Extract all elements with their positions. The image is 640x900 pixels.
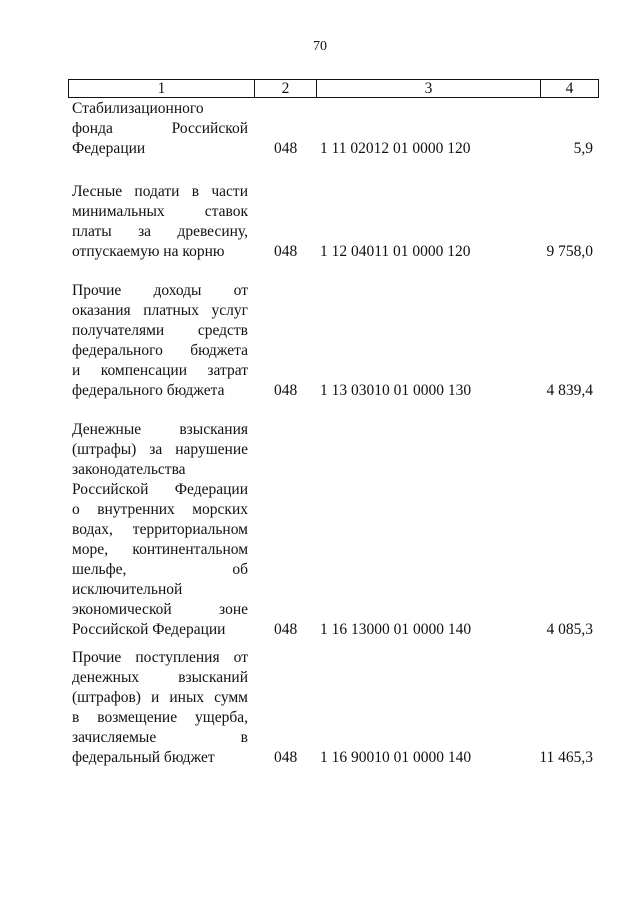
row-name-line: и компенсации затрат bbox=[72, 362, 248, 379]
budget-code: 1 16 90010 01 0000 140 bbox=[320, 749, 472, 766]
row-name bbox=[72, 99, 248, 159]
row-name-line: Прочие доходы от bbox=[72, 282, 248, 299]
row-name-line: в возмещение ущерба, bbox=[72, 709, 248, 726]
page-number: 70 bbox=[313, 39, 327, 54]
budget-code: 1 13 03010 01 0000 130 bbox=[320, 382, 472, 399]
row-name-line: федеральный бюджет bbox=[72, 749, 215, 766]
admin-code: 048 bbox=[274, 749, 298, 766]
row-name-line: федерального бюджета bbox=[72, 342, 248, 359]
admin-code: 048 bbox=[274, 382, 298, 399]
row-name bbox=[72, 648, 248, 768]
row-name-line: исключительной bbox=[72, 581, 183, 598]
table-header bbox=[68, 79, 599, 98]
amount: 4 085,3 bbox=[546, 621, 593, 638]
row-name-line: Прочие поступления от bbox=[72, 649, 248, 666]
row-name-line: фонда Российской bbox=[72, 120, 248, 137]
row-name bbox=[72, 420, 248, 640]
admin-code: 048 bbox=[274, 243, 298, 260]
header-col-1: 1 bbox=[69, 80, 255, 98]
row-name-line: Российской Федерации bbox=[72, 481, 248, 498]
row-name-line: Денежные взыскания bbox=[72, 421, 248, 438]
header-col-2: 2 bbox=[255, 80, 317, 98]
row-name-line: получателями средств bbox=[72, 322, 248, 339]
row-name-line: водах, территориальном bbox=[72, 521, 248, 538]
row-name-line: море, континентальном bbox=[72, 541, 248, 558]
row-name-line: платы за древесину, bbox=[72, 223, 248, 240]
row-name-line: минимальных ставок bbox=[72, 203, 248, 220]
header-col-4: 4 bbox=[541, 80, 599, 98]
row-name-line: денежных взысканий bbox=[72, 669, 248, 686]
row-name-line: Лесные подати в части bbox=[72, 183, 248, 200]
row-name-line: оказания платных услуг bbox=[72, 302, 248, 319]
budget-code: 1 16 13000 01 0000 140 bbox=[320, 621, 472, 638]
budget-code: 1 11 02012 01 0000 120 bbox=[320, 140, 471, 157]
row-name-line: Российской Федерации bbox=[72, 621, 226, 638]
row-name-line: отпускаемую на корню bbox=[72, 243, 225, 260]
row-name-line: о внутренних морских bbox=[72, 501, 248, 518]
admin-code: 048 bbox=[274, 621, 298, 638]
row-name bbox=[72, 281, 248, 401]
row-name-line: экономической зоне bbox=[72, 601, 248, 618]
amount: 4 839,4 bbox=[546, 382, 593, 399]
amount: 9 758,0 bbox=[546, 243, 593, 260]
amount: 5,9 bbox=[573, 140, 593, 157]
row-name-line: Федерации bbox=[72, 140, 146, 157]
row-name-line: (штрафов) и иных сумм bbox=[72, 689, 248, 706]
header-col-3: 3 bbox=[317, 80, 541, 98]
row-name bbox=[72, 182, 248, 262]
row-name-line: (штрафы) за нарушение bbox=[72, 441, 248, 458]
row-name-line: Стабилизационного bbox=[72, 100, 204, 117]
amount: 11 465,3 bbox=[539, 749, 593, 766]
row-name-line: федерального бюджета bbox=[72, 382, 225, 399]
row-name-line: зачисляемые в bbox=[72, 729, 248, 746]
row-name-line: шельфе, об bbox=[72, 561, 248, 578]
admin-code: 048 bbox=[274, 140, 298, 157]
row-name-line: законодательства bbox=[72, 461, 186, 478]
budget-code: 1 12 04011 01 0000 120 bbox=[320, 243, 471, 260]
